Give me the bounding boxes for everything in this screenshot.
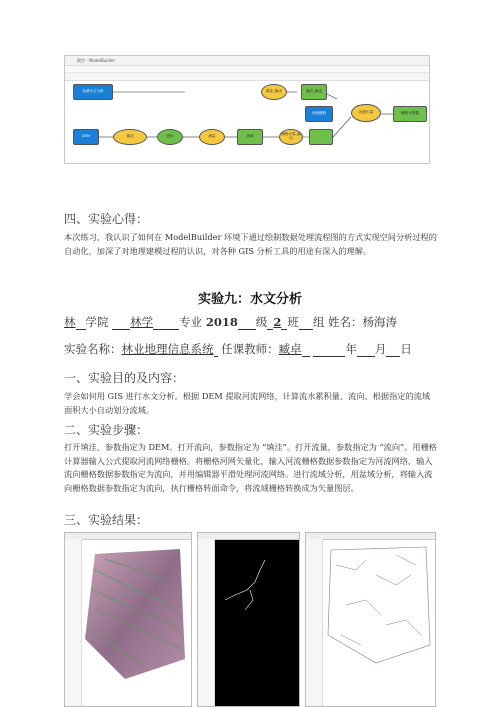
college-value: 林 xyxy=(64,315,76,329)
month-label: 月 xyxy=(374,342,387,356)
info-line-2 xyxy=(64,341,412,357)
section1-text: 学会如何用 GIS 进行水文分析。根据 DEM 提取河流网络，计算流水累积量、流向、根据指定的流域面积大小自动划分流域。 xyxy=(64,391,431,415)
blank xyxy=(386,344,400,357)
node-e: 河流矢量 xyxy=(351,104,381,122)
year-label: 年 xyxy=(345,342,357,356)
major-value: 林学 xyxy=(130,315,154,329)
name-label: 姓名： xyxy=(328,315,363,329)
node-k: 填洼 xyxy=(113,129,147,145)
class-label: 班 xyxy=(287,315,299,329)
section2-text: 打开填洼，参数指定为 DEM。打开流向，参数指定为 “填洼”。打开流量，参数指定为 “流向”。用栅格计算器输入公式提取河流网络栅格。将栅格河网矢量化，输入河流栅格数据参数指定为河流网络，输入流向栅格数据参数指定为流向，并用编辑器平滑处理河流网络。进行流域分析，用盆域分析，将输入流向栅格数据参数指定为流向，执行栅格转面命令，将流域栅格转换成为矢量图层。 xyxy=(64,442,437,493)
node-d: 河流栅格 xyxy=(305,106,333,122)
node-c: 流向_输出 xyxy=(301,84,327,100)
section2-heading: 二、实验步骤： xyxy=(64,423,149,437)
result-screenshot-basins xyxy=(305,532,436,707)
node-i: 流量 xyxy=(199,129,225,145)
page-title: 实验九：水文分析 xyxy=(197,292,302,307)
window-bar xyxy=(306,533,435,540)
teacher-value: 臧卓 xyxy=(278,342,302,356)
group-label: 组 xyxy=(312,315,325,329)
toc-panel xyxy=(65,539,82,706)
blank xyxy=(357,344,375,357)
blank xyxy=(299,317,313,330)
stream-map xyxy=(215,540,299,706)
blank xyxy=(153,317,179,330)
node-g: 栅格计算_输出 xyxy=(279,129,303,145)
toc-panel xyxy=(198,539,215,706)
node-h: DEM xyxy=(73,129,99,145)
result-screenshot-streams xyxy=(197,532,300,707)
section3-heading: 三、实验结果： xyxy=(64,513,149,527)
major-label: 专业 xyxy=(179,315,203,329)
class-value: 2 xyxy=(273,315,282,329)
section1-heading: 一、实验目的及内容： xyxy=(64,371,185,385)
model-canvas xyxy=(65,79,429,163)
info-line-1 xyxy=(64,314,397,330)
grade-label: 级 xyxy=(255,315,268,329)
node-f: 栅格计算器 xyxy=(393,106,427,122)
menu-bar xyxy=(65,66,429,73)
window-title: 模型 - ModelBuilder xyxy=(65,56,429,66)
section4-heading: 四、实验心得： xyxy=(64,212,149,226)
node-k2 xyxy=(309,129,333,145)
name-value: 杨海涛 xyxy=(362,315,397,329)
blank xyxy=(214,344,218,357)
model-connectors xyxy=(65,79,431,165)
node-j: 流域 xyxy=(237,129,263,145)
blank xyxy=(76,317,86,330)
stream-network xyxy=(215,540,300,707)
node-l: 流向 xyxy=(157,129,183,145)
basin-map xyxy=(326,545,432,665)
year-value: 2018 xyxy=(205,315,238,329)
day-label: 日 xyxy=(400,342,412,356)
course-label: 实验名称： xyxy=(64,342,122,356)
window-bar xyxy=(65,533,191,540)
blank xyxy=(313,344,345,357)
hillshade-map xyxy=(85,549,185,679)
blank xyxy=(302,344,310,357)
toc-panel xyxy=(306,539,323,706)
blank xyxy=(238,317,256,330)
result-screenshot-dem xyxy=(64,532,192,707)
teacher-label: 任课教师： xyxy=(221,342,279,356)
course-value: 林业地理信息系统 xyxy=(121,342,214,356)
blank xyxy=(112,317,130,330)
college-label: 学院 xyxy=(85,315,109,329)
section4-text: 本次练习，我认识了如何在 ModelBuilder 环境下通过绘制数据处理流程图的方式实现空间分析过程的自动化，加深了对地理建模过程的认识，对各种 GIS 分析工具的用途有深入的理解。 xyxy=(64,232,437,256)
node-b: 填洼_输出 xyxy=(261,84,287,100)
modelbuilder-screenshot xyxy=(64,55,430,164)
node-a: 存储水文分析 xyxy=(73,84,113,100)
